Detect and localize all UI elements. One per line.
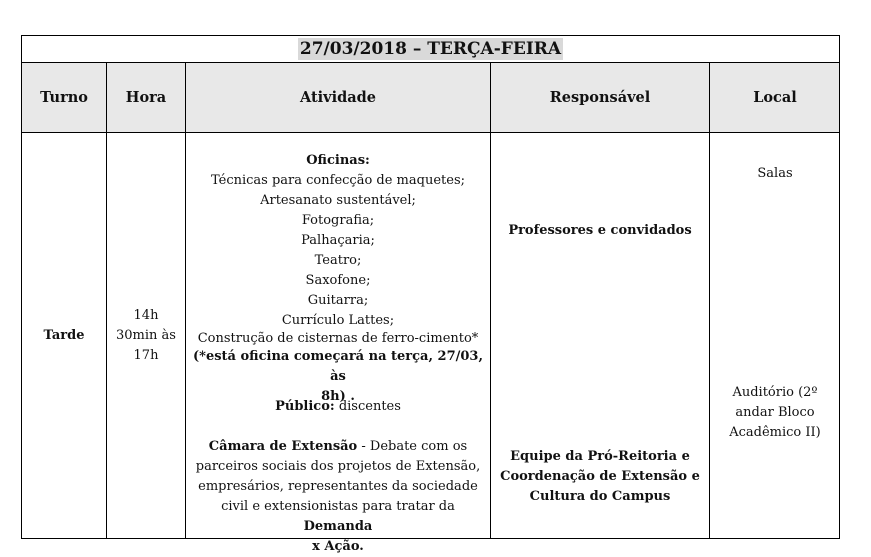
header-local: Local: [753, 89, 797, 106]
camara-label: Câmara de Extensão: [208, 439, 358, 454]
oficina-item: Fotografia;: [301, 213, 375, 228]
hora-line: 17h: [133, 348, 159, 363]
local-salas: Salas: [757, 166, 793, 181]
header-hora: Hora: [107, 63, 186, 132]
schedule-row: [22, 133, 839, 554]
oficina-note: (*está oficina começará na terça, 27/03, às: [193, 349, 483, 384]
oficina-item: Técnicas para confecção de maquetes;: [210, 173, 465, 188]
date-title: 27/03/2018 – TERÇA-FEIRA: [299, 39, 562, 59]
header-turno: Turno: [22, 63, 107, 132]
responsavel-camara-line: Cultura do Campus: [529, 489, 671, 504]
cell-turno: Tarde: [22, 133, 107, 539]
schedule-table: [21, 35, 840, 554]
local-auditorio-line: Acadêmico II): [729, 425, 821, 440]
cell-responsavel: [491, 133, 710, 539]
camara-text: civil e extensionistas para tratar da: [221, 499, 455, 514]
oficina-item: Palhaçaria;: [301, 233, 375, 248]
oficina-item: Teatro;: [314, 253, 362, 268]
cell-hora: [107, 133, 186, 539]
publico-label: Público:: [275, 399, 335, 414]
date-title-row: [22, 36, 839, 63]
camara-demanda: Demanda: [303, 519, 373, 534]
responsavel-oficinas: Professores e convidados: [508, 223, 692, 238]
cell-local: [710, 133, 840, 539]
camara-text: parceiros sociais dos projetos de Extensão,: [195, 459, 481, 474]
header-atividade: Atividade: [186, 63, 491, 132]
camara-acao: x Ação.: [312, 539, 364, 554]
oficina-note: 8h) .: [321, 389, 355, 404]
oficina-item: Artesanato sustentável;: [260, 193, 416, 208]
header-row: [22, 63, 839, 133]
header-responsavel: Responsável: [491, 63, 710, 132]
hora-line: 14h: [133, 308, 159, 323]
oficina-item: Currículo Lattes;: [281, 313, 395, 328]
cell-atividade: [186, 133, 491, 554]
oficinas-heading: Oficinas:: [306, 153, 370, 168]
camara-text: - Debate com os: [357, 439, 468, 454]
hora-line: 30min às: [116, 328, 176, 343]
camara-text: empresários, representantes da sociedade: [198, 479, 478, 494]
local-auditorio-line: Auditório (2º: [732, 385, 818, 400]
local-auditorio-line: andar Bloco: [735, 405, 815, 420]
responsavel-camara-line: Equipe da Pró-Reitoria e: [510, 449, 690, 464]
responsavel-camara-line: Coordenação de Extensão e: [500, 469, 700, 484]
oficina-item: Guitarra;: [307, 293, 369, 308]
publico-value: discentes: [334, 399, 401, 414]
oficina-item: Saxofone;: [305, 273, 371, 288]
oficina-item: Construção de cisternas de ferro-cimento*: [197, 331, 479, 346]
